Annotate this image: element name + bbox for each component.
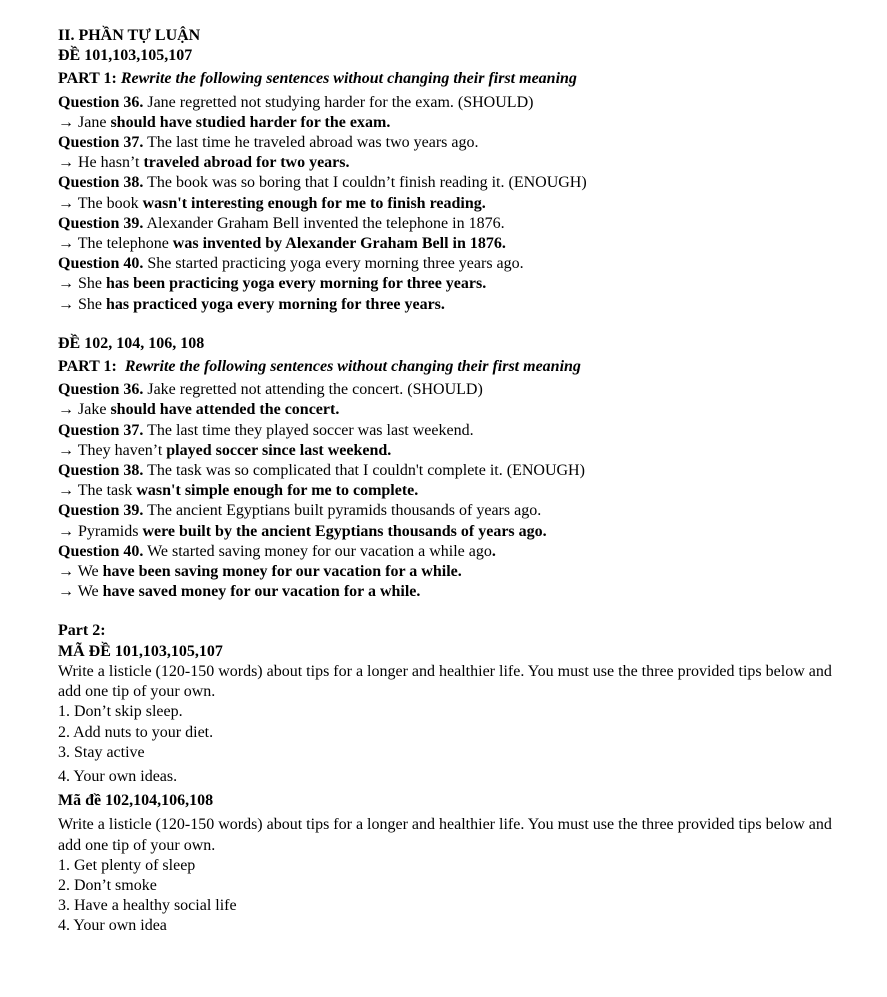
answer-line xyxy=(58,295,858,315)
arrow-icon: → xyxy=(58,154,74,172)
arrow-icon: → xyxy=(58,583,74,601)
question-label: Question 38. xyxy=(58,174,144,192)
arrow-icon: → xyxy=(58,194,74,212)
part2-prompt-b: Write a listicle (120-150 words) about tips for a longer and healthier life. You must use the three provided tips below and add one tip of your own. xyxy=(58,816,832,854)
exam-document xyxy=(58,26,858,937)
part2-label: Part 2: xyxy=(58,622,106,640)
answer-line xyxy=(58,153,858,173)
arrow-icon: → xyxy=(58,295,74,313)
answer-text: have been saving money for our vacation for a while. xyxy=(102,563,462,581)
question-line xyxy=(58,214,858,234)
question-text: The task was so complicated that I couldn't complete it. (ENOUGH) xyxy=(147,462,585,480)
tip-item: 4. Your own idea xyxy=(58,917,167,935)
question-label: Question 40. xyxy=(58,255,144,273)
question-line xyxy=(58,501,858,521)
arrow-icon: → xyxy=(58,441,74,459)
arrow-icon: → xyxy=(58,275,74,293)
question-line xyxy=(58,93,858,113)
answer-text: traveled abroad for two years. xyxy=(143,154,350,172)
tip-item: 1. Don’t skip sleep. xyxy=(58,703,183,721)
answer-text: was invented by Alexander Graham Bell in 1876. xyxy=(172,235,506,253)
question-label: Question 40. xyxy=(58,542,144,560)
question-line xyxy=(58,421,858,441)
exam-code-part2-a: MÃ ĐỀ 101,103,105,107 xyxy=(58,642,223,660)
answer-prefix: He hasn’t xyxy=(78,154,140,172)
part1-label-b: PART 1: xyxy=(58,358,117,376)
answer-line xyxy=(58,522,858,542)
answer-line xyxy=(58,194,858,214)
answer-line xyxy=(58,562,858,582)
answer-text: played soccer since last weekend. xyxy=(166,441,392,459)
answer-line xyxy=(58,113,858,133)
question-line xyxy=(58,542,858,562)
question-text: Jake regretted not attending the concert. (SHOULD) xyxy=(147,381,483,399)
part1-instruction-b: Rewrite the following sentences without changing their first meaning xyxy=(124,358,581,376)
answer-line xyxy=(58,582,858,602)
tip-item: 2. Don’t smoke xyxy=(58,876,157,894)
tip-item: 3. Stay active xyxy=(58,743,145,761)
question-line xyxy=(58,380,858,400)
tip-list-a xyxy=(58,702,858,787)
question-label: Question 39. xyxy=(58,214,144,232)
question-text: She started practicing yoga every morning three years ago. xyxy=(147,255,524,273)
answer-line xyxy=(58,274,858,294)
answer-text: have saved money for our vacation for a while. xyxy=(102,583,421,601)
exam-code-a: ĐỀ 101,103,105,107 xyxy=(58,47,193,65)
answer-prefix: Jake xyxy=(78,401,107,419)
answer-prefix: Jane xyxy=(78,113,107,131)
question-label: Question 37. xyxy=(58,134,144,152)
section-heading: II. PHẦN TỰ LUẬN xyxy=(58,27,201,44)
arrow-icon: → xyxy=(58,401,74,419)
question-text: Alexander Graham Bell invented the telephone in 1876. xyxy=(146,214,505,232)
question-text: The last time he traveled abroad was two years ago. xyxy=(147,134,479,152)
answer-prefix: They haven’t xyxy=(77,441,163,459)
question-text-tail: . xyxy=(491,542,496,560)
answer-text: should have studied harder for the exam. xyxy=(110,113,391,131)
part2-prompt-a: Write a listicle (120-150 words) about tips for a longer and healthier life. You must use the three provided tips below and add one tip of your own. xyxy=(58,662,832,701)
tip-item: 4. Your own ideas. xyxy=(58,767,178,785)
question-list-a xyxy=(58,93,858,315)
answer-prefix: The task xyxy=(77,482,133,500)
tip-item: 3. Have a healthy social life xyxy=(58,897,237,915)
answer-line xyxy=(58,481,858,501)
answer-text: has been practicing yoga every morning for three years. xyxy=(106,275,487,293)
question-text: We started saving money for our vacation a while ago xyxy=(147,542,492,560)
answer-text: wasn't interesting enough for me to finish reading. xyxy=(142,194,486,212)
question-list-b xyxy=(58,380,858,602)
answer-line xyxy=(58,441,858,461)
part1-heading-a xyxy=(58,69,858,89)
question-label: Question 39. xyxy=(58,502,144,520)
arrow-icon: → xyxy=(58,563,74,581)
answer-line xyxy=(58,234,858,254)
question-label: Question 38. xyxy=(58,462,144,480)
answer-prefix: The book xyxy=(77,194,139,212)
tip-item: 1. Get plenty of sleep xyxy=(58,856,196,874)
part1-label-a: PART 1: xyxy=(58,70,117,88)
question-label: Question 37. xyxy=(58,421,144,439)
question-text: Jane regretted not studying harder for the exam. (SHOULD) xyxy=(147,93,534,111)
arrow-icon: → xyxy=(58,113,74,131)
answer-text: wasn't simple enough for me to complete. xyxy=(136,482,419,500)
answer-prefix: She xyxy=(78,275,102,293)
answer-prefix: She xyxy=(78,295,102,313)
answer-text: should have attended the concert. xyxy=(110,401,340,419)
part1-heading-b xyxy=(58,357,858,377)
answer-prefix: We xyxy=(77,563,99,581)
exam-code-part2-b: Mã đề 102,104,106,108 xyxy=(58,792,214,810)
question-line xyxy=(58,173,858,193)
exam-code-b: ĐỀ 102, 104, 106, 108 xyxy=(58,334,205,352)
answer-text: were built by the ancient Egyptians thousands of years ago. xyxy=(142,522,547,540)
question-text: The last time they played soccer was last weekend. xyxy=(147,421,474,439)
question-line xyxy=(58,254,858,274)
tip-list-b xyxy=(58,856,858,937)
answer-prefix: The telephone xyxy=(77,235,169,253)
arrow-icon: → xyxy=(58,522,74,540)
answer-text: has practiced yoga every morning for three years. xyxy=(106,295,445,313)
answer-prefix: We xyxy=(77,583,99,601)
question-text: The book was so boring that I couldn’t finish reading it. (ENOUGH) xyxy=(147,174,587,192)
question-label: Question 36. xyxy=(58,93,144,111)
question-line xyxy=(58,133,858,153)
question-text: The ancient Egyptians built pyramids thousands of years ago. xyxy=(147,502,542,520)
answer-line xyxy=(58,400,858,420)
arrow-icon: → xyxy=(58,235,74,253)
part1-instruction-a: Rewrite the following sentences without changing their first meaning xyxy=(120,70,577,88)
answer-prefix: Pyramids xyxy=(78,522,139,540)
arrow-icon: → xyxy=(58,482,74,500)
question-line xyxy=(58,461,858,481)
question-label: Question 36. xyxy=(58,381,144,399)
tip-item: 2. Add nuts to your diet. xyxy=(58,723,214,741)
